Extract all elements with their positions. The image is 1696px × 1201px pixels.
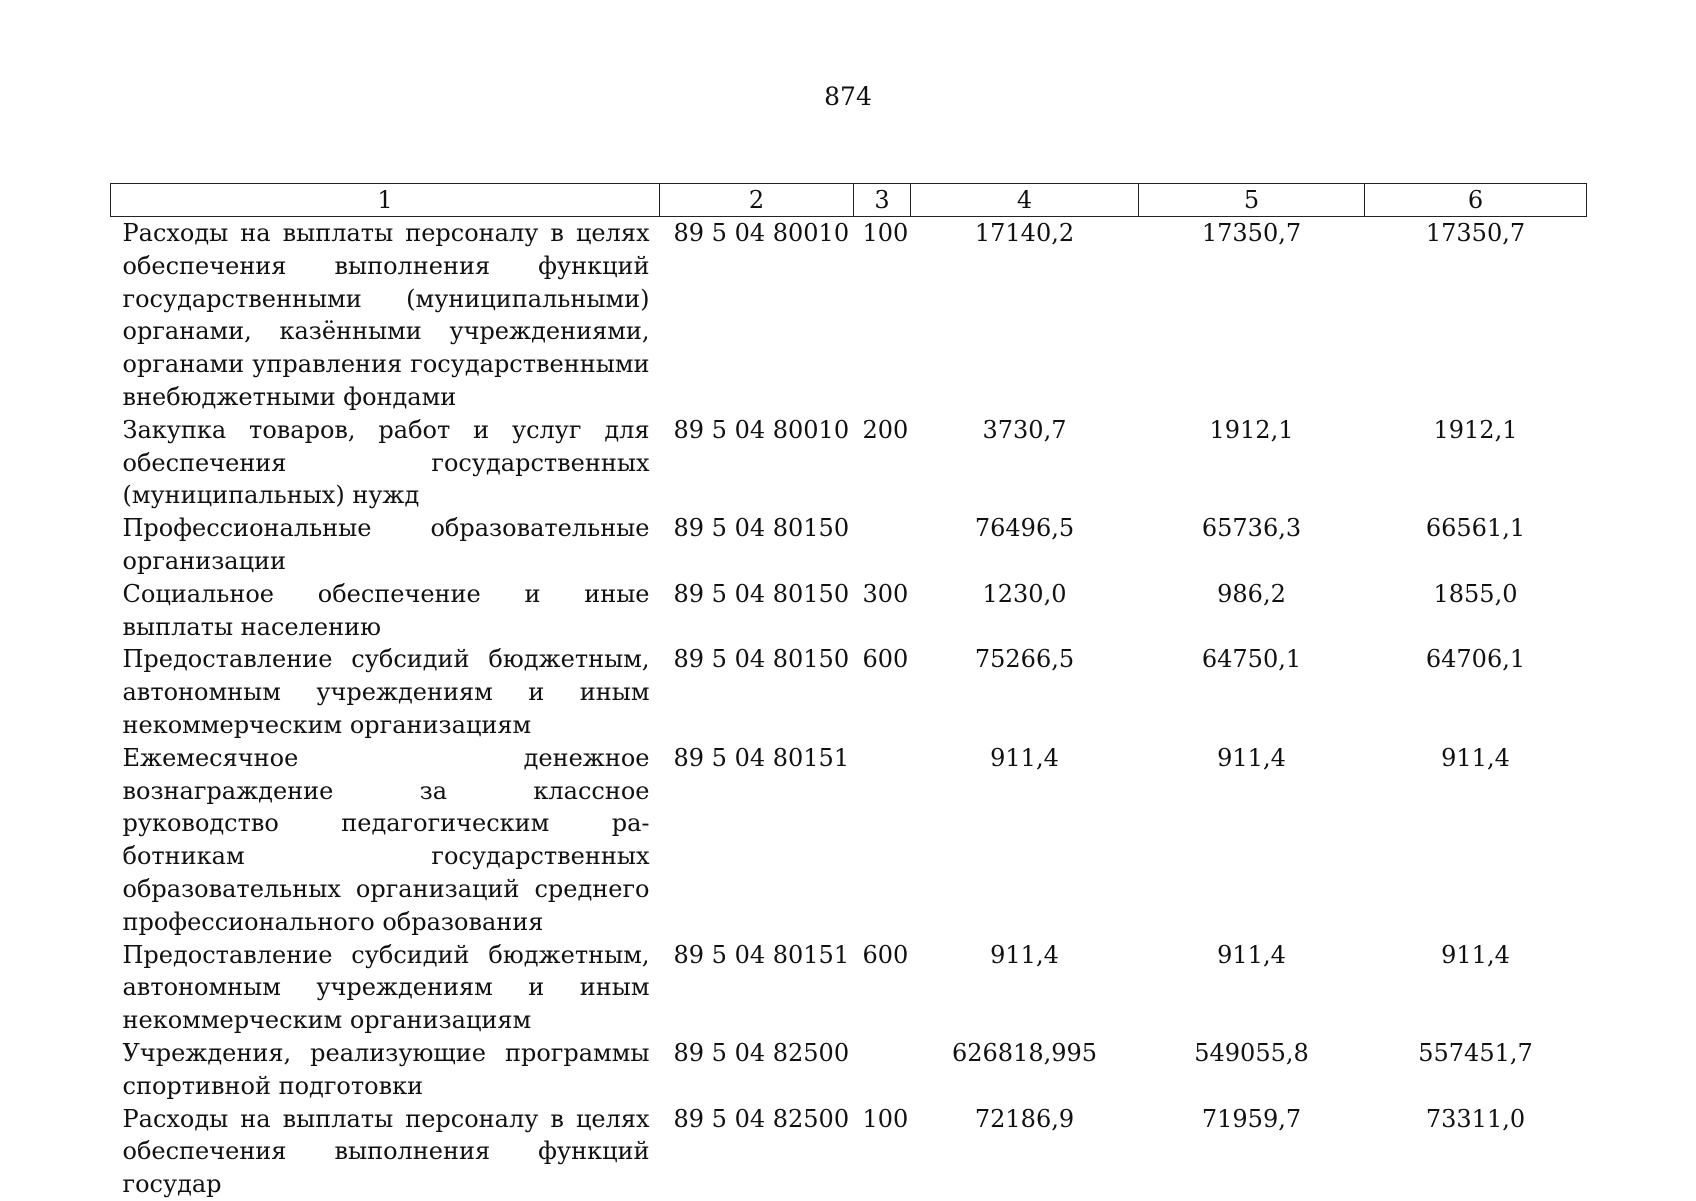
header-col-4: 4	[911, 184, 1139, 217]
table-row	[111, 512, 1587, 578]
row-name: Закупка товаров, работ и услуг для обеспечения государственных (муниципальных) нужд	[122, 415, 650, 510]
header-col-3: 3	[854, 184, 911, 217]
table-row	[111, 643, 1587, 741]
row-value-col6: 911,4	[1441, 940, 1510, 969]
row-value-col6: 1855,0	[1433, 579, 1518, 608]
table-body	[111, 217, 1587, 1201]
row-code: 89 5 04 80010	[673, 219, 850, 247]
header-col-1: 1	[111, 184, 660, 217]
row-value-col6: 911,4	[1441, 743, 1510, 772]
page-number: 874	[824, 82, 872, 111]
row-value-col5: 986,2	[1217, 579, 1286, 608]
row-code: 89 5 04 80151	[673, 940, 850, 969]
row-expense-type: 200	[862, 415, 909, 444]
row-expense-type: 600	[862, 645, 909, 674]
row-value-col4: 3730,7	[982, 415, 1067, 444]
row-code: 89 5 04 82500	[673, 1104, 850, 1133]
table-row	[111, 742, 1587, 939]
header-col-2: 2	[660, 184, 854, 217]
row-code: 89 5 04 80150	[673, 645, 850, 674]
row-expense-type	[854, 1037, 911, 1103]
row-value-col4: 75266,5	[974, 645, 1075, 674]
row-value-col5: 911,4	[1217, 743, 1286, 772]
table-row	[111, 1037, 1587, 1103]
row-name: Предоставление субсидий бюджетным, автономным учреждениям и иным некоммерческим организациям	[122, 645, 650, 739]
row-value-col6: 64706,1	[1425, 645, 1526, 674]
row-name: Расходы на выплаты персоналу в целях обеспечения выполнения функций государственными (муниципальными) органами, казёнными учреждениями, органами управления государственными внебюджетными фондами	[122, 219, 650, 411]
table-row	[111, 217, 1587, 414]
row-value-col6: 1912,1	[1433, 415, 1518, 444]
row-value-col4: 626818,995	[951, 1038, 1098, 1067]
row-value-col4: 1230,0	[982, 579, 1067, 608]
budget-table	[110, 183, 1587, 1201]
row-code: 89 5 04 80150	[673, 514, 850, 543]
table-row	[111, 414, 1587, 512]
table-row	[111, 578, 1587, 644]
row-value-col4: 911,4	[990, 743, 1059, 772]
row-value-col5: 71959,7	[1201, 1104, 1302, 1133]
row-code: 89 5 04 80151	[673, 743, 850, 772]
row-value-col4: 76496,5	[974, 514, 1075, 543]
row-code: 89 5 04 80010	[673, 415, 850, 444]
row-name: Расходы на выплаты персоналу в целях обеспечения выполнения функций государ	[122, 1104, 650, 1199]
row-value-col5: 911,4	[1217, 940, 1286, 969]
row-value-col5: 65736,3	[1201, 514, 1302, 543]
row-code: 89 5 04 80150	[673, 579, 850, 608]
header-row	[111, 184, 1587, 217]
row-value-col6: 17350,7	[1425, 219, 1526, 247]
row-name: Социальное обеспечение и иные выплаты населению	[122, 579, 650, 641]
row-value-col5: 549055,8	[1194, 1038, 1309, 1067]
row-expense-type	[854, 512, 911, 578]
header-col-5: 5	[1139, 184, 1365, 217]
row-expense-type	[854, 742, 911, 939]
header-col-6: 6	[1365, 184, 1587, 217]
row-name: Профессиональные образовательные организации	[122, 514, 650, 575]
table-row	[111, 1103, 1587, 1201]
row-code: 89 5 04 82500	[673, 1038, 850, 1067]
row-name: Предоставление субсидий бюджетным, автономным учреждениям и иным некоммерческим организациям	[122, 940, 650, 1035]
row-expense-type: 300	[862, 579, 909, 608]
row-value-col4: 911,4	[990, 940, 1059, 969]
row-expense-type: 600	[862, 940, 909, 969]
row-value-col6: 557451,7	[1418, 1038, 1533, 1067]
row-value-col5: 17350,7	[1201, 219, 1302, 247]
row-value-col5: 1912,1	[1209, 415, 1294, 444]
row-value-col4: 17140,2	[974, 219, 1075, 247]
row-value-col5: 64750,1	[1201, 645, 1302, 674]
budget-table-container	[110, 183, 1586, 1201]
table-row	[111, 939, 1587, 1037]
row-name: Ежемесячное денежное вознаграждение за классное руководство педагогическим работникам государственных образовательных организаций среднего профессионального образования	[122, 743, 650, 936]
table-header	[111, 184, 1587, 217]
row-value-col6: 73311,0	[1425, 1104, 1526, 1133]
row-expense-type: 100	[862, 219, 909, 247]
row-name: Учреждения, реализующие программы спортивной подготовки	[122, 1038, 650, 1100]
row-expense-type: 100	[862, 1104, 909, 1133]
row-value-col6: 66561,1	[1425, 514, 1526, 543]
row-value-col4: 72186,9	[974, 1104, 1075, 1133]
